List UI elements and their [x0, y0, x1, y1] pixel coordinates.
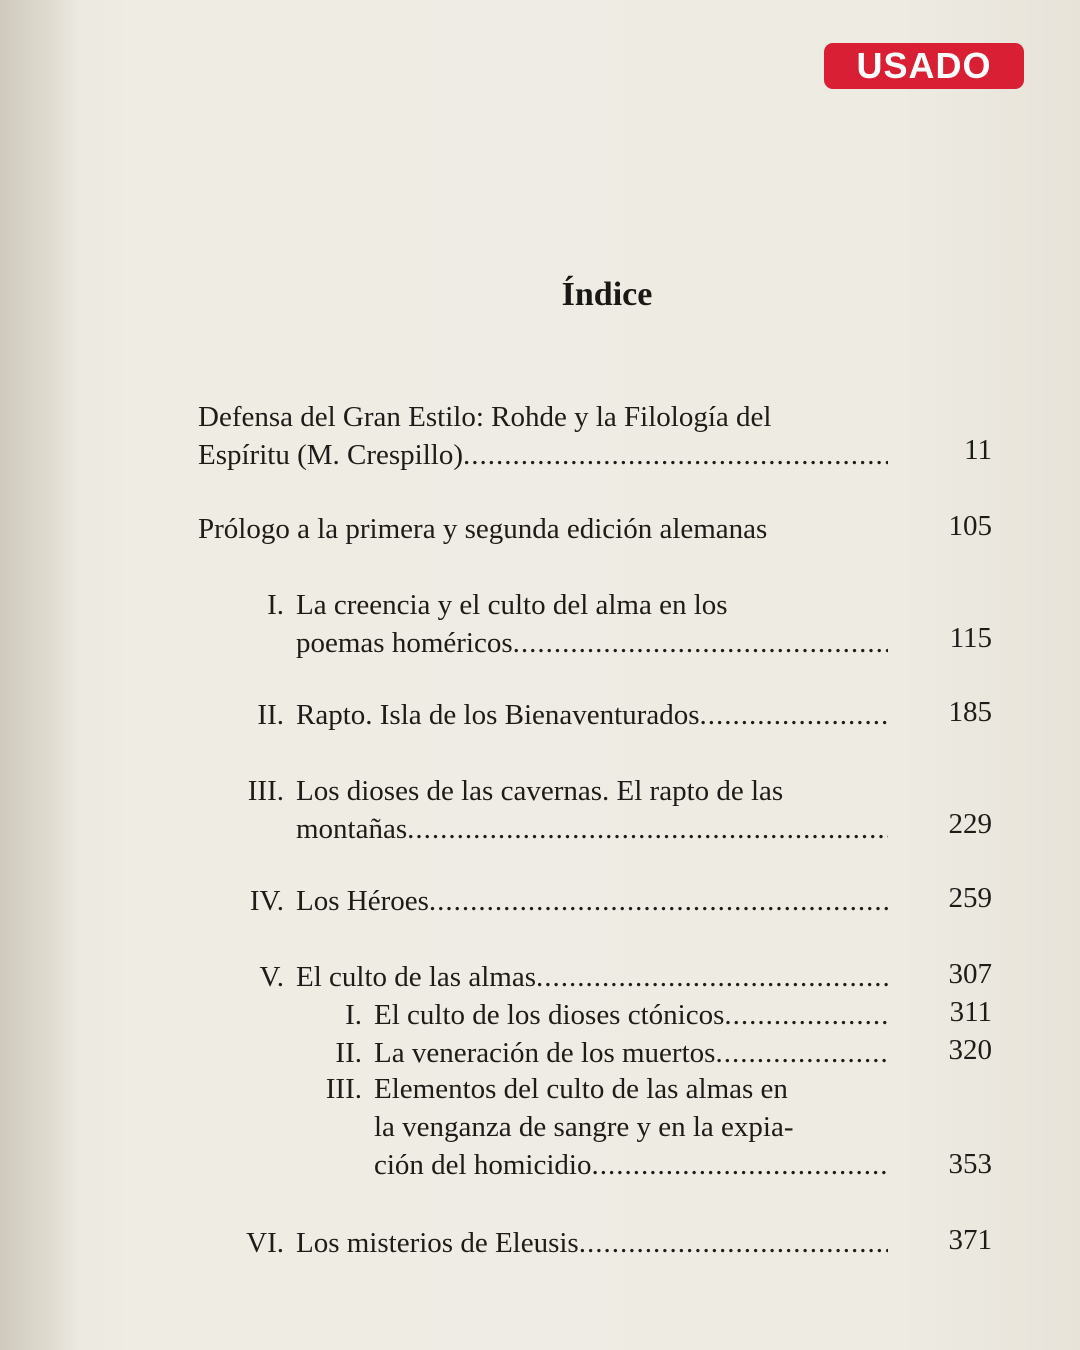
toc-subentry [300, 996, 888, 1034]
page-number: 11 [964, 434, 992, 466]
used-badge [824, 43, 1024, 89]
leader-dots [407, 810, 888, 848]
section-number: I. [345, 999, 362, 1031]
leader-dots [513, 624, 888, 662]
toc-subentry [300, 1034, 888, 1072]
leader-dots [591, 1146, 888, 1184]
section-number: III. [325, 1073, 362, 1105]
leader-dots [579, 1224, 888, 1262]
page-number: 353 [948, 1148, 992, 1180]
page-title: Índice [561, 276, 653, 313]
entry-text: Rapto. Isla de los Bienaventurados [296, 699, 700, 731]
toc-entry [232, 772, 888, 848]
page-number: 320 [948, 1034, 992, 1066]
toc-entry [240, 696, 888, 734]
toc-subentry [300, 1070, 888, 1184]
book-spine-shadow [0, 0, 80, 1350]
page-number: 371 [948, 1224, 992, 1256]
badge-label: USADO [856, 45, 992, 86]
chapter-number: VI. [246, 1227, 284, 1259]
page-number: 307 [948, 958, 992, 990]
entry-text: Los dioses de las cavernas. El rapto de las [296, 775, 784, 807]
toc-entry [232, 1224, 888, 1262]
entry-text: El culto de las almas [296, 961, 536, 993]
entry-text: poemas homéricos [296, 627, 513, 659]
page-number: 259 [948, 882, 992, 914]
chapter-number: I. [267, 589, 284, 621]
toc-entry [232, 882, 888, 920]
page-number: 229 [948, 808, 992, 840]
page-number: 115 [949, 622, 992, 654]
entry-text: Defensa del Gran Estilo: Rohde y la Filología del [198, 401, 772, 433]
entry-text: Los Héroes [296, 885, 429, 917]
leader-dots [724, 996, 888, 1034]
leader-dots [700, 696, 889, 734]
page-number: 105 [948, 510, 992, 542]
entry-text: La veneración de los muertos [374, 1037, 716, 1069]
leader-dots [715, 1034, 888, 1072]
toc-entry [232, 958, 888, 996]
entry-text: La creencia y el culto del alma en los [296, 589, 728, 621]
chapter-number: V. [259, 961, 284, 993]
leader-dots [463, 436, 888, 474]
page-number: 311 [949, 996, 992, 1028]
chapter-number: IV. [249, 885, 284, 917]
entry-text: la venganza de sangre y en la expia- [374, 1111, 794, 1143]
entry-text: Prólogo a la primera y segunda edición alemanas [198, 513, 768, 545]
entry-text: El culto de los dioses ctónicos [374, 999, 725, 1031]
section-number: II. [335, 1037, 362, 1069]
page-number: 185 [948, 696, 992, 728]
leader-dots [429, 882, 888, 920]
entry-text: Espíritu (M. Crespillo) [198, 439, 464, 471]
toc-entry [198, 510, 888, 548]
toc-entry [198, 398, 888, 474]
chapter-number: II. [257, 699, 284, 731]
entry-text: Los misterios de Eleusis [296, 1227, 579, 1259]
entry-text: Elementos del culto de las almas en [374, 1073, 788, 1105]
toc-entry [240, 586, 888, 662]
entry-text: ción del homicidio [374, 1149, 592, 1181]
leader-dots [536, 958, 888, 996]
entry-text: montañas [296, 813, 408, 845]
chapter-number: III. [247, 775, 284, 807]
